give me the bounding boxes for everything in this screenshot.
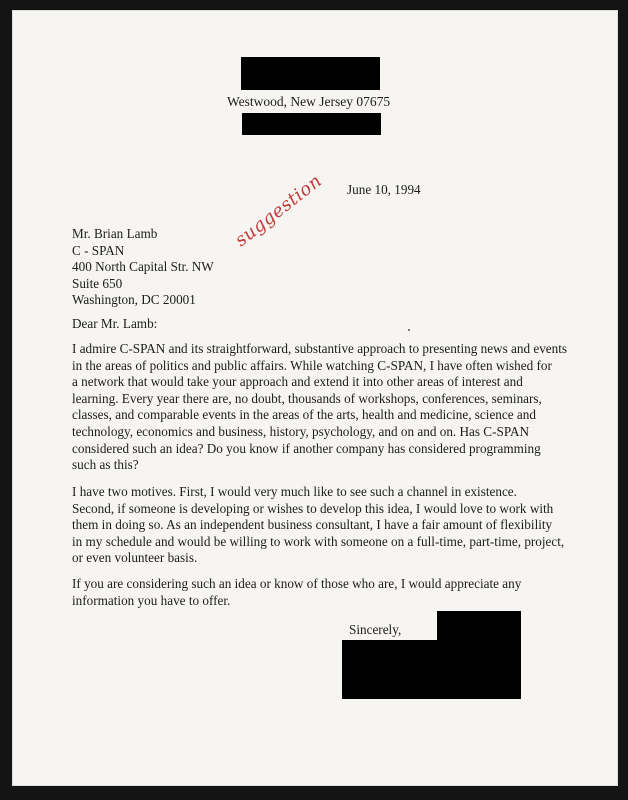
body-line: learning. Every year there are, no doubt, thousands of workshops, conferences, seminars, <box>72 390 542 406</box>
recipient-line: 400 North Capital Str. NW <box>72 259 214 275</box>
salutation: Dear Mr. Lamb: <box>72 316 158 331</box>
redaction-address <box>242 113 381 135</box>
body-line: or even volunteer basis. <box>72 550 198 566</box>
redaction-name <box>241 57 380 90</box>
letter-date: June 10, 1994 <box>347 182 421 197</box>
body-line: Second, if someone is developing or wishes to develop this idea, I would love to work with <box>72 500 554 516</box>
body-line: such as this? <box>72 457 139 473</box>
body-line: I have two motives. First, I would very much like to see such a channel in existence. <box>72 484 517 499</box>
body-line: If you are considering such an idea or know of those who are, I would appreciate any <box>72 576 522 591</box>
body-paragraph-2 <box>72 484 572 567</box>
recipient-address <box>72 226 214 309</box>
body-line: considered such an idea? Do you know if another company has considered programming <box>72 440 541 456</box>
body-line: I admire C-SPAN and its straightforward, substantive approach to presenting news and events <box>72 341 568 356</box>
body-line: in my schedule and would be willing to work with someone on a full-time, part-time, project, <box>72 533 565 549</box>
redaction-signature <box>437 611 521 641</box>
body-line: classes, and comparable events in the areas of the arts, health and medicine, science and <box>72 407 536 423</box>
body-paragraph-3 <box>72 576 572 609</box>
body-line: information you have to offer. <box>72 592 231 608</box>
recipient-line: Suite 650 <box>72 275 123 291</box>
body-line: technology, economics and business, history, psychology, and on and on. Has C-SPAN <box>72 423 529 439</box>
recipient-line: Washington, DC 20001 <box>72 292 196 308</box>
body-paragraph-1 <box>72 341 572 474</box>
handwritten-annotation: suggestion <box>231 170 327 251</box>
body-line: them in doing so. As an independent business consultant, I have a fair amount of flexibility <box>72 517 553 533</box>
letterhead-city-line: Westwood, New Jersey 07675 <box>227 94 391 109</box>
recipient-line: C - SPAN <box>72 242 125 258</box>
body-line: in the areas of politics and public affairs. While watching C-SPAN, I have often wished for <box>72 357 552 373</box>
paper-speck <box>408 329 410 331</box>
redaction-signature-block <box>342 640 521 699</box>
recipient-line: Mr. Brian Lamb <box>72 226 158 241</box>
letter-page <box>12 10 618 786</box>
closing: Sincerely, <box>349 622 402 637</box>
body-line: a network that would take your approach and extend it into other areas of interest and <box>72 374 523 390</box>
